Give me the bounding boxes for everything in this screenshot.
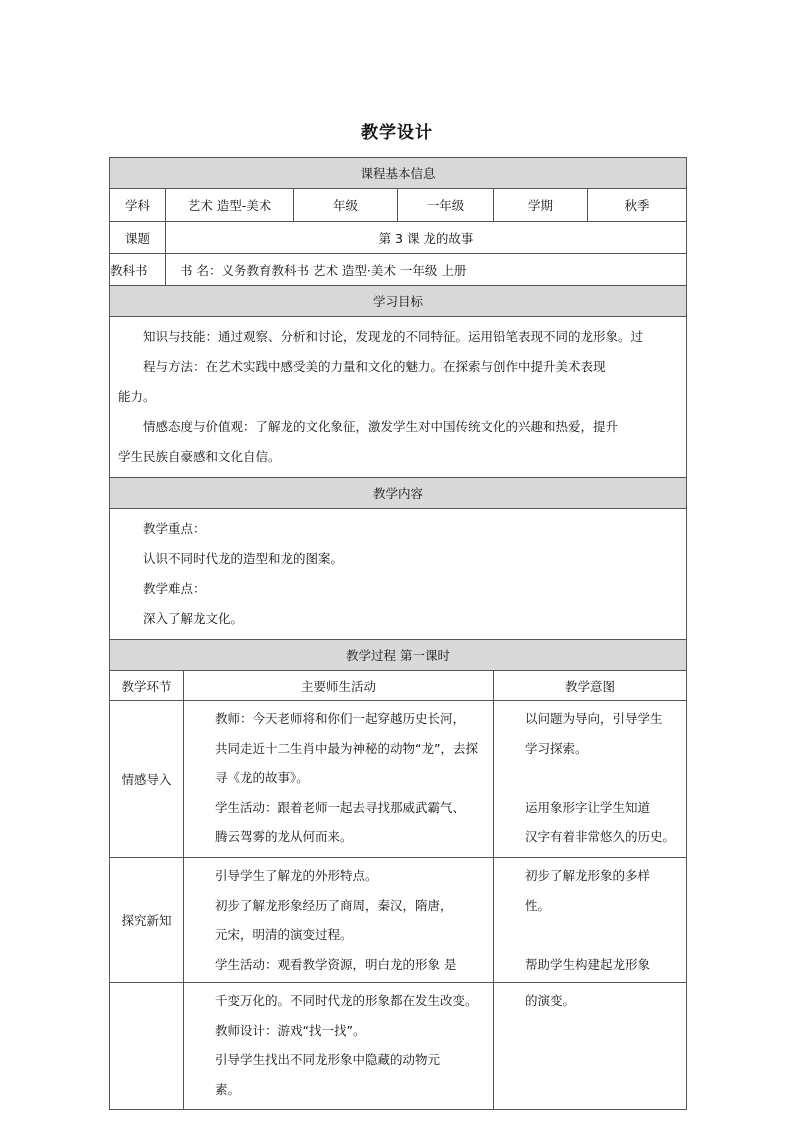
- key-point-label: 教学重点：: [143, 521, 206, 536]
- activity-line: 教师：今天老师将和你们一起穿越历史长河，: [215, 711, 466, 726]
- stage-cell: [110, 983, 184, 1110]
- intent-line: 以问题为导向，引导学生: [525, 711, 663, 726]
- activity-line: 共同走近十二生肖中最为神秘的动物“龙”，去探: [215, 740, 478, 756]
- stage-column-header: 教学环节: [110, 671, 184, 701]
- objective-line: 知识与技能：通过观察、分析和讨论，发现龙的不同特征。运用铅笔表现不同的龙形象。过: [143, 329, 644, 344]
- activity-line: 寻《龙的故事》。: [215, 770, 309, 785]
- activity-line: 学生活动：跟着老师一起去寻找那威武霸气、: [215, 799, 466, 815]
- activity-line: 学生活动：观看教学资源，明白龙的形象 是: [215, 956, 457, 972]
- difficulty-label: 教学难点：: [143, 581, 206, 596]
- process-header: 教学过程 第一课时: [110, 640, 687, 671]
- activity-cell: [184, 858, 494, 983]
- activity-line: 初步了解龙形象经历了商周，秦汉，隋唐，: [215, 897, 453, 913]
- intent-line: 帮助学生构建起龙形象: [525, 956, 651, 972]
- topic-label: 课题: [110, 222, 166, 254]
- objectives-header: 学习目标: [110, 286, 687, 317]
- activity-cell: [184, 701, 494, 858]
- stage-cell: 情感导入: [110, 701, 184, 858]
- blank-line: [500, 920, 680, 950]
- activity-line: 教师设计：游戏“找一找”。: [215, 1022, 366, 1038]
- intent-cell: [494, 983, 687, 1110]
- grade-label: 年级: [294, 189, 398, 222]
- term-label: 学期: [494, 189, 588, 222]
- subject-value: 艺术 造型-美术: [166, 189, 294, 222]
- content-body: [110, 509, 687, 640]
- intent-cell: [494, 858, 687, 983]
- key-point-text: 认识不同时代龙的造型和龙的图案。: [143, 551, 344, 566]
- intent-line: 汉字有着非常悠久的历史。: [525, 829, 676, 844]
- activity-line: 素。: [215, 1081, 241, 1097]
- textbook-label: 教科书: [110, 254, 166, 286]
- activity-line: 千变万化的。不同时代龙的形象都在发生改变。: [215, 993, 478, 1008]
- difficulty-text: 深入了解龙文化。: [143, 611, 244, 626]
- term-value: 秋季: [588, 189, 687, 222]
- activity-line: 元宋，明清的演变过程。: [215, 927, 353, 942]
- basic-info-header: 课程基本信息: [110, 158, 687, 189]
- content-header: 教学内容: [110, 478, 687, 509]
- intent-line: 学习探索。: [525, 740, 588, 756]
- intent-line: 运用象形字让学生知道: [525, 799, 651, 815]
- activity-cell: [184, 983, 494, 1110]
- intent-line: 的演变。: [525, 993, 576, 1008]
- intent-line: 性。: [525, 897, 551, 913]
- topic-value: 第 3 课 龙的故事: [166, 222, 687, 254]
- stage-cell: 探究新知: [110, 858, 184, 983]
- blank-line: [500, 763, 680, 793]
- subject-label: 学科: [110, 189, 166, 222]
- objective-line: 学生民族自豪感和文化自信。: [118, 449, 281, 464]
- objective-line: 能力。: [118, 389, 156, 404]
- objective-line: 情感态度与价值观：了解龙的文化象征，激发学生对中国传统文化的兴趣和热爱，提升: [143, 419, 619, 434]
- objective-line: 程与方法：在艺术实践中感受美的力量和文化的魅力。在探索与创作中提升美术表现: [143, 359, 606, 374]
- activity-line: 腾云驾雾的龙从何而来。: [215, 829, 353, 844]
- document-title: 教学设计: [361, 123, 433, 143]
- intent-line: 初步了解龙形象的多样: [525, 868, 651, 883]
- grade-value: 一年级: [398, 189, 494, 222]
- lesson-plan-table: [109, 157, 687, 1110]
- objectives-body: [110, 317, 687, 478]
- activity-line: 引导学生了解龙的外形特点。: [215, 868, 378, 883]
- intent-column-header: 教学意图: [494, 671, 687, 701]
- intent-cell: [494, 701, 687, 858]
- activity-column-header: 主要师生活动: [184, 671, 494, 701]
- textbook-value: 书 名：义务教育教科书 艺术 造型·美术 一年级 上册: [166, 254, 687, 286]
- activity-line: 引导学生找出不同龙形象中隐藏的动物元: [215, 1052, 441, 1067]
